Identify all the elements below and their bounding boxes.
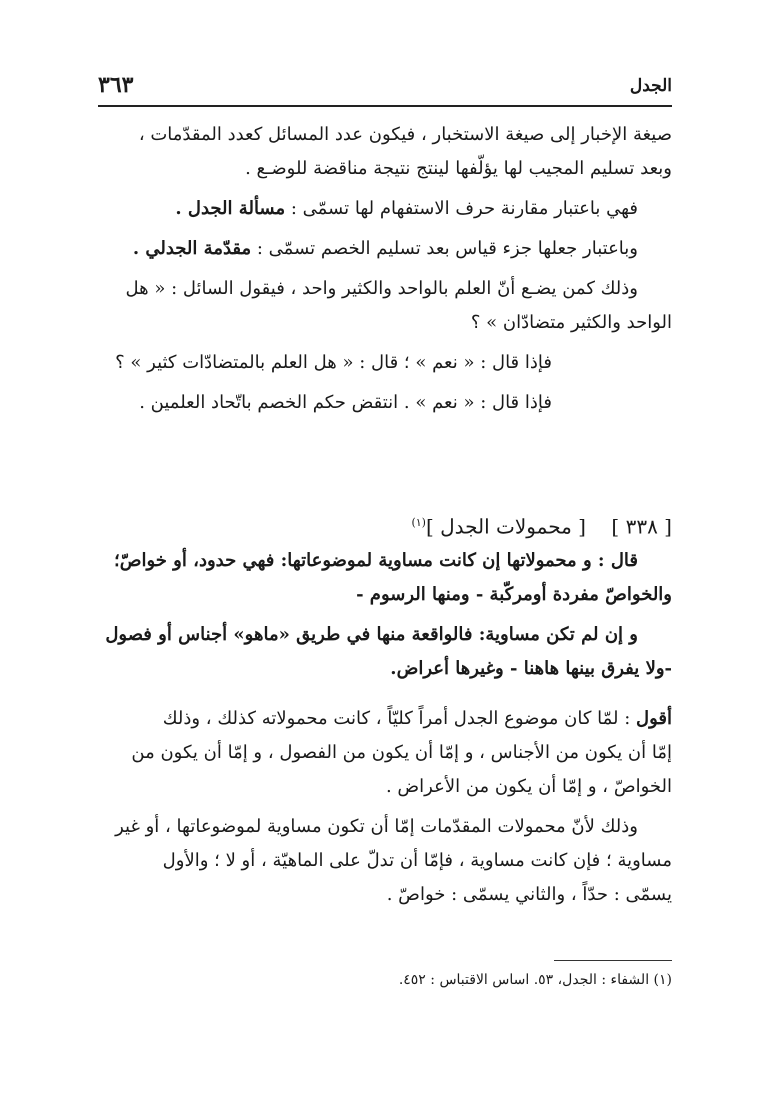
text-line: يسمّى : حدّاً ، والثاني يسمّى : خواصّ . xyxy=(386,884,672,905)
footnote-ref: (١) xyxy=(411,516,426,529)
text-line: وبعد تسليم المجيب لها يؤلّفها لينتج نتيجة مناقضة للوضـع . xyxy=(245,158,672,179)
term-jadal-premise: مقدّمة الجدلي . xyxy=(132,238,252,259)
sharh-label: أقول xyxy=(636,708,672,729)
opening-paragraph xyxy=(98,118,672,420)
text-line: إمّا أن يكون من الأجناس ، و إمّا أن يكون من الفصول ، و إمّا أن يكون من xyxy=(131,742,672,763)
text-line: وذلك كمن يضـع أنّ العلم بالواحد والكثير واحد ، فيقول السائل : « هل xyxy=(125,278,638,299)
matn-paragraph xyxy=(98,544,672,686)
text-line: فإذا قال : « نعم » . انتقض حكم الخصم باتّحاد العلمين . xyxy=(139,392,552,413)
page-header xyxy=(98,72,672,100)
text-line: و إن لم تكن مساوية: فالواقعة منها في طريق «ماهو» أجناس أو فصول xyxy=(105,624,638,645)
text-line: وذلك لأنّ محمولات المقدّمات إمّا أن تكون مساوية لموضوعاتها ، أو غير xyxy=(115,816,638,837)
text-line: صيغة الإخبار إلى صيغة الاستخبار ، فيكون عدد المسائل كعدد المقدّمات ، xyxy=(138,124,672,145)
section-heading xyxy=(411,508,672,542)
text-line: قال : و محمولاتها إن كانت مساوية لموضوعاتها: فهي حدود، أو خواصّ؛ xyxy=(114,550,638,571)
header-rule xyxy=(98,105,672,107)
text-line: والخواصّ مفردة أومركّبة - ومنها الرسوم - xyxy=(356,584,672,605)
text-line: مساوية ؛ فإن كانت مساوية ، فإمّا أن تدلّ على الماهيّة ، أو لا ؛ والأول xyxy=(162,850,672,871)
section-title: [ محمولات الجدل ] xyxy=(425,514,586,539)
section-number: [ ٣٣٨ ] xyxy=(611,514,672,539)
text-line: الواحد والكثير متضادّان » ؟ xyxy=(470,312,672,333)
text-line: فإذا قال : « نعم » ؛ قال : « هل العلم بالمتضادّات كثير » ؟ xyxy=(115,352,552,373)
text-line: فهي باعتبار مقارنة حرف الاستفهام لها تسمّى : مسألة الجدل . xyxy=(175,198,638,219)
running-title: الجدل xyxy=(629,76,672,96)
footnote-rule xyxy=(554,960,672,961)
sharh-paragraph xyxy=(98,702,672,912)
text-line: أقول : لمّا كان موضوع الجدل أمراً كليّاً ، كانت محمولاته كذلك ، وذلك xyxy=(162,708,672,729)
term-jadal-question: مسألة الجدل . xyxy=(175,198,286,219)
text-line: -ولا يفرق بينها هاهنا - وغيرها أعراض. xyxy=(390,658,672,679)
page-number: ٣٦٣ xyxy=(98,72,134,98)
matn-label: قال xyxy=(610,550,638,571)
text-line: الخواصّ ، و إمّا أن يكون من الأعراض . xyxy=(385,776,672,797)
footnote: (١) الشفاء : الجدل، ٥٣. اساس الاقتباس : ٤٥٢. xyxy=(398,972,672,988)
text-line: وباعتبار جعلها جزء قياس بعد تسليم الخصم تسمّى : مقدّمة الجدلي . xyxy=(132,238,638,259)
